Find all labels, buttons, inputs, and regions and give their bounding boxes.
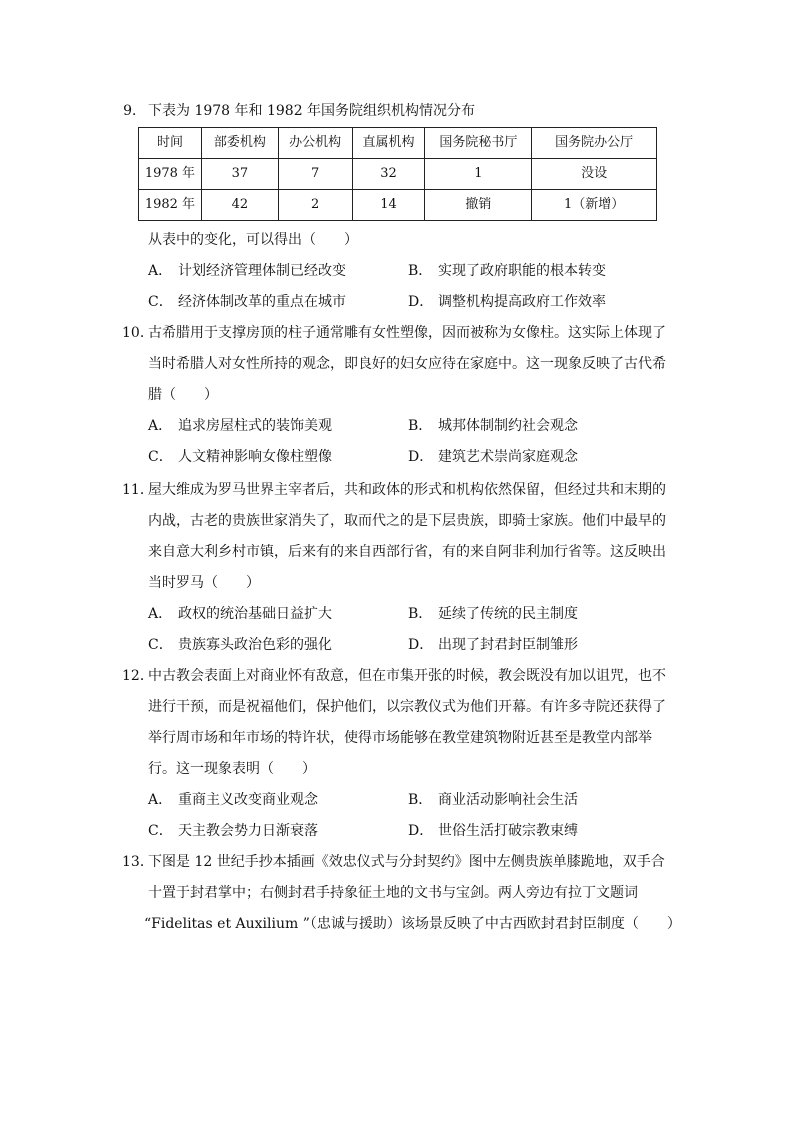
option-d[interactable]: D． 出现了封君封臣制雏形 [408,637,578,653]
options [148,599,670,661]
table-cell: 1982 年 [139,190,202,221]
table-header-cell: 直属机构 [352,128,425,159]
question-stem-line: 下图是 12 世纪手抄本插画《效忠仪式与分封契约》图中左侧贵族单膝跪地，双手合 [148,854,665,870]
option-b[interactable]: B． 延续了传统的民主制度 [408,606,578,622]
option-b[interactable]: B． 实现了政府职能的根本转变 [408,263,606,279]
table-row [139,190,657,221]
option-c[interactable]: C． 天主教会势力日渐衰落 [148,823,318,839]
table-header-cell: 部委机构 [201,128,278,159]
option-c[interactable]: C． 贵族寡头政治色彩的强化 [148,637,332,653]
question-11 [122,475,670,661]
question-13 [122,847,681,940]
question-stem-line: 当时罗马（ ） [148,575,260,591]
question-stem-line: 当时希腊人对女性所持的观念，即良好的妇女应待在家庭中。这一现象反映了古代希 [148,356,666,372]
table-cell: 没设 [532,159,657,190]
table-header-row [139,128,657,159]
table-cell: 撤销 [425,190,532,221]
table-cell: 7 [278,159,352,190]
question-12 [122,661,670,847]
table-cell: 1（新增） [532,190,657,221]
table-header-cell: 时间 [139,128,202,159]
option-b[interactable]: B． 商业活动影响社会生活 [408,792,578,808]
option-a[interactable]: A． 追求房屋柱式的装饰美观 [148,418,332,434]
question-stem-line: 来自意大利乡村市镇，后来有的来自西部行省，有的来自阿非利加行省等。这反映出 [148,544,666,560]
question-prompt: 从表中的变化，可以得出（ ） [148,232,358,248]
question-number: 11． [122,482,154,498]
question-stem-line: 十置于封君掌中；右侧封君手持象征土地的文书与宝剑。两人旁边有拉丁文题词 [148,885,638,901]
question-stem-line: 进行干预，而是祝福他们，保护他们，以宗教仪式为他们开幕。有许多寺院还获得了 [148,699,666,715]
question-number: 10． [122,325,154,341]
option-c[interactable]: C． 经济体制改革的重点在城市 [148,294,346,310]
question-stem-line: 古希腊用于支撑房顶的柱子通常雕有女性塑像，因而被称为女像柱。这实际上体现了 [148,325,666,341]
table-cell: 1 [425,159,532,190]
question-number: 9． [123,103,146,119]
table-header-cell: 国务院办公厅 [532,128,657,159]
question-9-followup [122,225,670,318]
options [148,256,670,318]
table-cell: 14 [352,190,425,221]
option-a[interactable]: A． 重商主义改变商业观念 [148,792,318,808]
table-header-cell: 国务院秘书厅 [425,128,532,159]
table-cell: 37 [201,159,278,190]
question-stem-line: “Fidelitas et Auxilium ”（忠诚与援助）该场景反映了中古西欧封君封臣制度（ ） [144,916,681,932]
table-cell: 42 [201,190,278,221]
question-10 [122,318,670,473]
table-header-cell: 办公机构 [278,128,352,159]
question-stem-line: 举行周市场和年市场的特许状，使得市场能够在教堂建筑物附近甚至是教堂内部举 [148,730,652,746]
option-d[interactable]: D． 调整机构提高政府工作效率 [408,294,606,310]
option-d[interactable]: D． 世俗生活打破宗教束缚 [408,823,578,839]
question-9 [122,96,670,127]
table-cell: 1978 年 [139,159,202,190]
table-cell: 32 [352,159,425,190]
question-stem-line: 腊（ ） [148,387,218,403]
table-cell: 2 [278,190,352,221]
option-b[interactable]: B． 城邦体制制约社会观念 [408,418,578,434]
question-stem: 下表为 1978 年和 1982 年国务院组织机构情况分布 [148,103,476,119]
question-number: 12． [122,668,154,684]
options [148,411,670,473]
option-c[interactable]: C． 人文精神影响女像柱塑像 [148,449,332,465]
question-stem-line: 行。这一现象表明（ ） [148,761,316,777]
option-d[interactable]: D． 建筑艺术崇尚家庭观念 [408,449,578,465]
question-stem-line: 内战，古老的贵族世家消失了，取而代之的是下层贵族，即骑士家族。他们中最早的 [148,513,666,529]
option-a[interactable]: A． 计划经济管理体制已经改变 [148,263,346,279]
question-stem-line: 屋大维成为罗马世界主宰者后，共和政体的形式和机构依然保留，但经过共和末期的 [148,482,666,498]
table-row [139,159,657,190]
org-structure-table [138,127,657,221]
options [148,785,670,847]
question-stem-line: 中古教会表面上对商业怀有敌意，但在市集开张的时候，教会既没有加以诅咒，也不 [148,668,666,684]
question-number: 13． [122,854,154,870]
option-a[interactable]: A． 政权的统治基础日益扩大 [148,606,332,622]
